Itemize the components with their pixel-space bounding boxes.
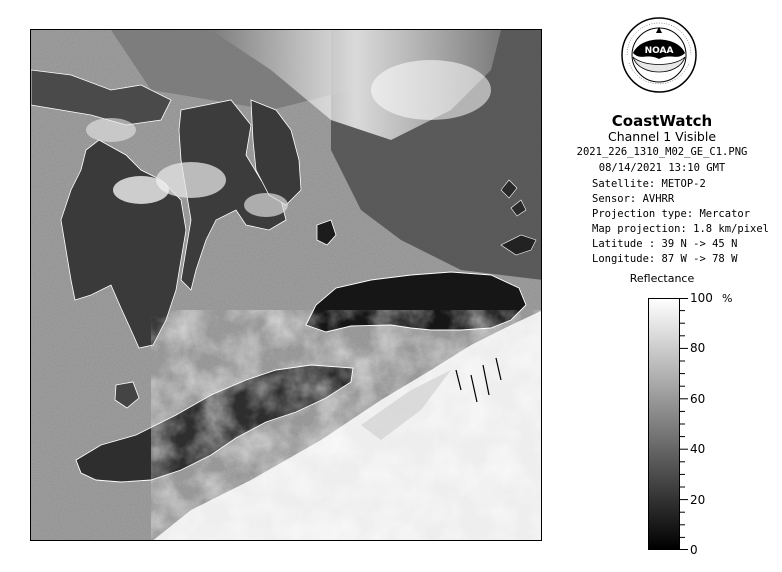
datetime-text: 08/14/2021 13:10 GMT xyxy=(598,162,726,174)
colorbar-tick-label: 40 xyxy=(690,442,706,457)
map-svg xyxy=(31,30,542,541)
noaa-logo xyxy=(619,15,699,110)
satellite-map xyxy=(30,29,542,541)
colorbar-title: Reflectance xyxy=(629,272,695,285)
latitude-text: Latitude : 39 N -> 45 N xyxy=(592,238,738,250)
logo-text: NOAA xyxy=(644,46,674,56)
longitude-text: Longitude: 87 W -> 78 W xyxy=(592,253,738,265)
colorbar-unit: % xyxy=(722,292,733,305)
colorbar-tick-label: 100 xyxy=(690,291,713,305)
satellite-text: Satellite: METOP-2 xyxy=(592,178,706,190)
colorbar-tick-label: 0 xyxy=(690,543,698,557)
filename-text: 2021_226_1310_M02_GE_C1.PNG xyxy=(576,146,748,158)
colorbar-tick-label: 80 xyxy=(690,341,706,356)
projection-type-text: Projection type: Mercator xyxy=(592,208,751,220)
colorbar-tick-label: 60 xyxy=(690,391,706,406)
app-title: CoastWatch xyxy=(611,112,713,130)
sensor-text: Sensor: AVHRR xyxy=(592,193,675,205)
colorbar-tick-label: 20 xyxy=(690,492,706,507)
map-projection-text: Map projection: 1.8 km/pixel xyxy=(592,223,770,235)
channel-subtitle: Channel 1 Visible xyxy=(607,129,717,144)
colorbar-ticks xyxy=(680,298,760,550)
reflectance-colorbar xyxy=(648,298,680,550)
